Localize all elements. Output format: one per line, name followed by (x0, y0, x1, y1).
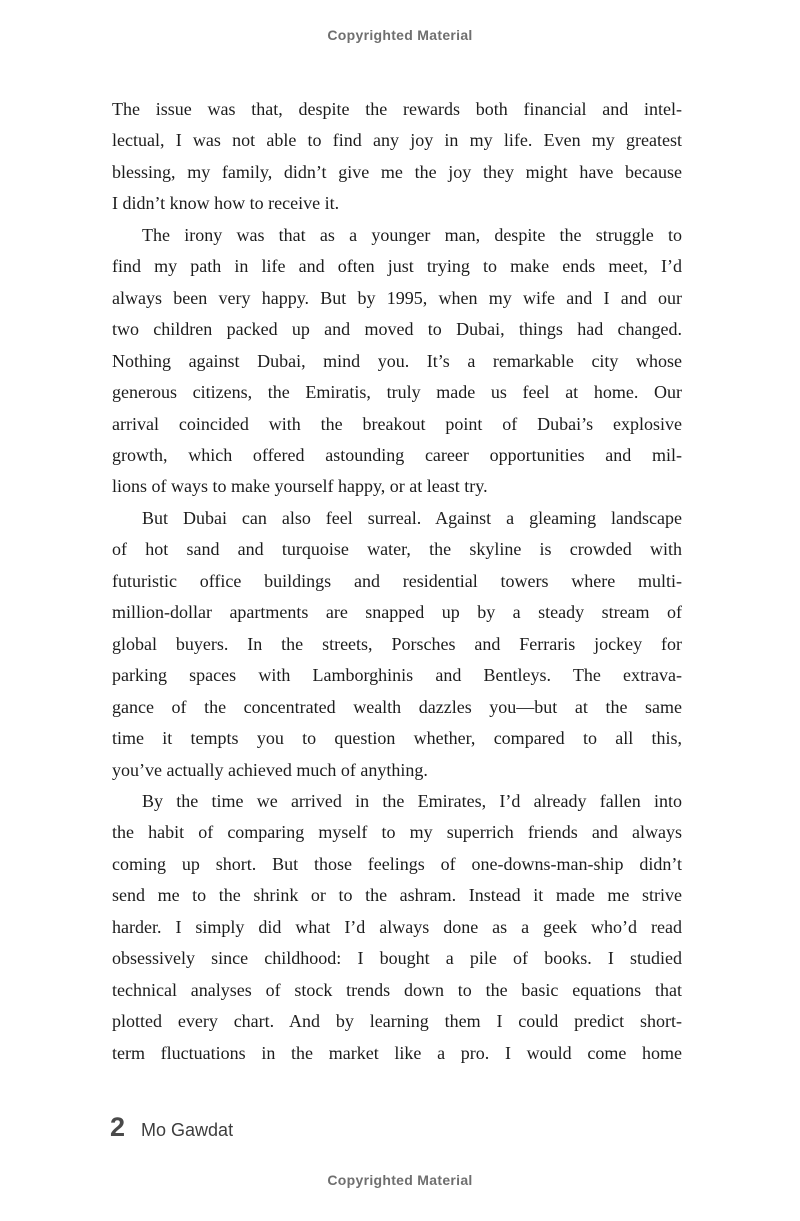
copyright-notice-top: Copyrighted Material (327, 27, 473, 43)
text-line: global buyers. In the streets, Porsches and Ferraris jockey for (112, 633, 682, 654)
text-line: the habit of comparing myself to my superrich friends and always (112, 822, 682, 843)
text-line: find my path in life and often just trying to make ends meet, I’d (112, 256, 682, 277)
text-line: The irony was that as a younger man, despite the struggle to (142, 224, 682, 245)
text-line: The issue was that, despite the rewards both financial and intel- (112, 99, 682, 119)
text-line: I didn’t know how to receive it. (112, 193, 340, 214)
text-line: time it tempts you to question whether, compared to all this, (112, 728, 682, 749)
text-line: gance of the concentrated wealth dazzles you—but at the same (112, 696, 682, 717)
text-line: lectual, I was not able to find any joy in my life. Even my greatest (112, 130, 682, 151)
text-line: technical analyses of stock trends down to the basic equations that (112, 979, 682, 1000)
text-line: parking spaces with Lamborghinis and Bentleys. The extrava- (112, 665, 682, 686)
page-footer (110, 1112, 233, 1143)
text-line: But Dubai can also feel surreal. Against a gleaming landscape (142, 507, 682, 528)
text-line: plotted every chart. And by learning them I could predict short- (112, 1011, 682, 1032)
text-line: two children packed up and moved to Dubai, things had changed. (112, 319, 682, 340)
text-line: always been very happy. But by 1995, when my wife and I and our (112, 287, 682, 308)
text-line: growth, which offered astounding career opportunities and mil- (112, 444, 682, 465)
copyright-notice-bottom: Copyrighted Material (327, 1172, 473, 1188)
page-number: 2 (110, 1112, 126, 1142)
text-line: of hot sand and turquoise water, the skyline is crowded with (112, 539, 682, 560)
text-line: generous citizens, the Emiratis, truly made us feel at home. Our (112, 382, 682, 403)
text-line: obsessively since childhood: I bought a pile of books. I studied (112, 948, 682, 969)
text-line: coming up short. But those feelings of one-downs-man-ship didn’t (112, 853, 682, 874)
text-line: you’ve actually achieved much of anything. (112, 759, 428, 780)
author-name: Mo Gawdat (141, 1120, 234, 1140)
text-line: harder. I simply did what I’d always done as a geek who’d read (112, 916, 682, 937)
text-line: blessing, my family, didn’t give me the joy they might have because (112, 161, 682, 182)
text-line: arrival coincided with the breakout point of Dubai’s explosive (112, 413, 682, 434)
text-line: Nothing against Dubai, mind you. It’s a remarkable city whose (112, 350, 682, 371)
text-line: By the time we arrived in the Emirates, I’d already fallen into (142, 790, 682, 811)
text-line: lions of ways to make yourself happy, or at least try. (112, 476, 488, 497)
text-line: send me to the shrink or to the ashram. Instead it made me strive (112, 885, 682, 906)
text-line: term fluctuations in the market like a pro. I would come home (112, 1042, 682, 1063)
text-line: futuristic office buildings and residential towers where multi- (112, 570, 682, 591)
page-body (112, 94, 682, 1069)
text-line: million-dollar apartments are snapped up by a steady stream of (112, 602, 682, 623)
